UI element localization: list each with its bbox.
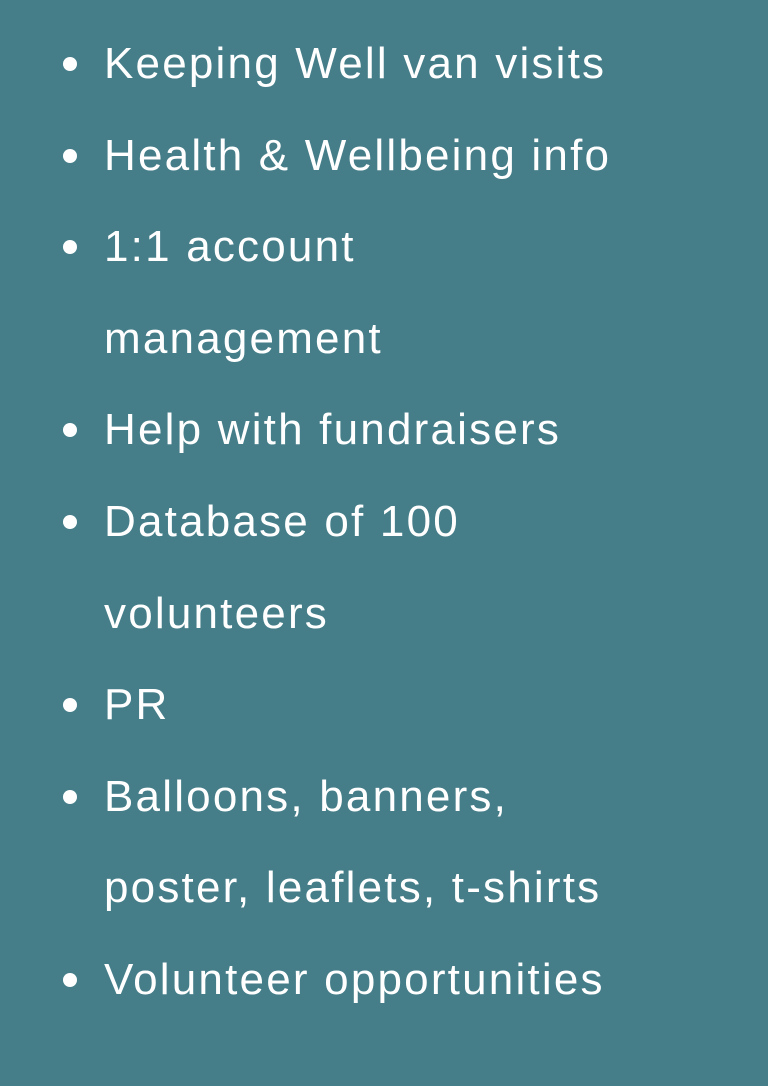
list-item-text: PR bbox=[104, 680, 170, 730]
list-item-text-continued: management bbox=[104, 313, 383, 363]
list-item bbox=[0, 384, 768, 476]
list-item-text: Balloons, banners, bbox=[104, 771, 509, 821]
bullet-dot-icon bbox=[63, 515, 77, 529]
bullet-dot-icon bbox=[63, 790, 77, 804]
list-item-text: Database of 100 bbox=[104, 496, 460, 546]
list-item bbox=[0, 934, 768, 1026]
list-item bbox=[0, 659, 768, 751]
list-item bbox=[0, 110, 768, 202]
bullet-dot-icon bbox=[63, 149, 77, 163]
bullet-dot-icon bbox=[63, 973, 77, 987]
list-item bbox=[0, 201, 768, 384]
list-item-text: 1:1 account bbox=[104, 222, 356, 272]
list-item-text: Help with fundraisers bbox=[104, 405, 562, 455]
list-item bbox=[0, 476, 768, 659]
bullet-dot-icon bbox=[63, 240, 77, 254]
list-item-text: Keeping Well van visits bbox=[104, 39, 607, 88]
bullet-dot-icon bbox=[63, 57, 77, 71]
list-item bbox=[0, 18, 768, 110]
list-item-text: Volunteer opportunities bbox=[104, 954, 605, 1004]
bullet-dot-icon bbox=[63, 698, 77, 712]
bullet-dot-icon bbox=[63, 423, 77, 437]
list-item-text-continued: poster, leaflets, t-shirts bbox=[104, 863, 602, 913]
list-item-text: Health & Wellbeing info bbox=[104, 130, 612, 180]
bullet-list bbox=[0, 18, 768, 1026]
list-item-text-continued: volunteers bbox=[104, 588, 330, 638]
list-item bbox=[0, 751, 768, 934]
